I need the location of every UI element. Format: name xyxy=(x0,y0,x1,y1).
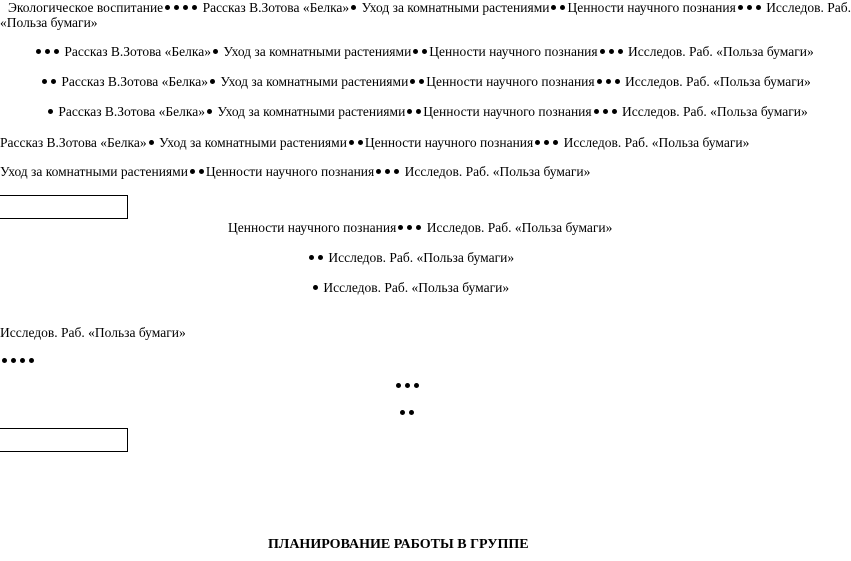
bullet-icon xyxy=(309,255,314,260)
bullet-icon xyxy=(376,169,381,174)
bullet-icon xyxy=(407,109,412,114)
values-label: Ценности научного познания xyxy=(228,220,397,235)
bullet-icon xyxy=(597,79,602,84)
bullet-icon xyxy=(615,79,620,84)
story-label: Рассказ В.Зотова «Белка» xyxy=(202,0,350,15)
bullet-icon xyxy=(192,5,197,10)
research-label: Исследов. Раб. xyxy=(625,74,710,89)
text-line-1 xyxy=(8,0,851,16)
text-line-10 xyxy=(0,325,186,341)
story-label: Рассказ В.Зотова «Белка» xyxy=(0,135,147,150)
research-label: Исследов. Раб. xyxy=(622,104,707,119)
bullet-icon xyxy=(45,49,50,54)
care-label: Уход за комнатными растениями xyxy=(223,44,412,59)
values-label: Ценности научного познания xyxy=(426,74,595,89)
bullet-icon xyxy=(11,358,16,363)
bullet-icon xyxy=(405,383,410,388)
values-label: Ценности научного познания xyxy=(364,135,534,150)
care-label: Уход за комнатными растениями xyxy=(217,104,406,119)
story-label: Рассказ В.Зотова «Белка» xyxy=(64,44,211,59)
empty-box xyxy=(0,428,128,452)
research-label: Исследов. Раб. xyxy=(328,250,414,265)
bullet-icon xyxy=(36,49,41,54)
bullet-icon xyxy=(149,140,154,145)
text-line-1-wrap xyxy=(0,15,98,31)
bullet-icon xyxy=(414,383,419,388)
bullet-icon xyxy=(2,358,7,363)
paper-label: «Польза бумаги» xyxy=(651,135,750,150)
paper-label: «Польза бумаги» xyxy=(411,280,510,295)
bullet-icon xyxy=(207,109,212,114)
bullet-row-2 xyxy=(394,378,421,394)
bullet-icon xyxy=(54,49,59,54)
bullet-icon xyxy=(603,109,608,114)
paper-label: «Польза бумаги» xyxy=(716,44,814,59)
bullet-icon xyxy=(213,49,218,54)
text-line-4 xyxy=(46,104,808,120)
bullet-icon xyxy=(183,5,188,10)
bullet-icon xyxy=(358,140,363,145)
bullet-row-3 xyxy=(398,405,416,421)
bullet-icon xyxy=(42,79,47,84)
bullet-icon xyxy=(410,79,415,84)
research-label: Исследов. Раб. xyxy=(766,0,851,15)
bullet-icon xyxy=(413,49,418,54)
paper-label: «Польза бумаги» xyxy=(710,104,808,119)
bullet-icon xyxy=(400,410,405,415)
research-label: Исследов. Раб. xyxy=(0,325,85,340)
text-line-6 xyxy=(0,164,590,180)
bullet-icon xyxy=(394,169,399,174)
bullet-icon xyxy=(199,169,204,174)
bullet-icon xyxy=(544,140,549,145)
text-line-5 xyxy=(0,135,749,151)
bullet-icon xyxy=(606,79,611,84)
research-label: Исследов. Раб. xyxy=(323,280,409,295)
text-line-8 xyxy=(307,250,514,266)
bullet-icon xyxy=(560,5,565,10)
paper-label: «Польза бумаги» xyxy=(713,74,811,89)
care-label: Уход за комнатными растениями xyxy=(0,164,188,179)
care-label: Уход за комнатными растениями xyxy=(159,135,347,150)
bullet-icon xyxy=(553,140,558,145)
research-label: Исследов. Раб. xyxy=(563,135,649,150)
bullet-icon xyxy=(51,79,56,84)
bullet-icon xyxy=(407,225,412,230)
bullet-icon xyxy=(609,49,614,54)
bullet-icon xyxy=(747,5,752,10)
bullet-icon xyxy=(313,285,318,290)
research-label: Исследов. Раб. xyxy=(426,220,512,235)
care-label: Уход за комнатными растениями xyxy=(220,74,409,89)
bullet-icon xyxy=(318,255,323,260)
bullet-icon xyxy=(174,5,179,10)
values-label: Ценности научного познания xyxy=(205,164,375,179)
values-label: Ценности научного познания xyxy=(429,44,598,59)
paper-label: «Польза бумаги» xyxy=(88,325,186,340)
values-label: Ценности научного познания xyxy=(567,0,736,15)
paper-label: «Польза бумаги» xyxy=(492,164,591,179)
text-line-2 xyxy=(34,44,814,60)
bullet-icon xyxy=(385,169,390,174)
bullet-icon xyxy=(351,5,356,10)
bullet-icon xyxy=(48,109,53,114)
values-label: Ценности научного познания xyxy=(423,104,592,119)
bullet-icon xyxy=(396,383,401,388)
bullet-icon xyxy=(398,225,403,230)
bullet-icon xyxy=(165,5,170,10)
bullet-icon xyxy=(29,358,34,363)
bullet-icon xyxy=(20,358,25,363)
bullet-icon xyxy=(419,79,424,84)
text-line-3 xyxy=(40,74,811,90)
bullet-icon xyxy=(535,140,540,145)
paper-label: «Польза бумаги» xyxy=(416,250,515,265)
paper-label: «Польза бумаги» xyxy=(0,15,98,30)
research-label: Исследов. Раб. xyxy=(628,44,713,59)
story-label: Рассказ В.Зотова «Белка» xyxy=(58,104,205,119)
bullet-icon xyxy=(416,109,421,114)
research-label: Исследов. Раб. xyxy=(404,164,490,179)
eco-label: Экологическое воспитание xyxy=(8,0,164,15)
page-heading: ПЛАНИРОВАНИЕ РАБОТЫ В ГРУППЕ xyxy=(268,537,529,552)
bullet-icon xyxy=(600,49,605,54)
bullet-icon xyxy=(210,79,215,84)
bullet-icon xyxy=(416,225,421,230)
bullet-icon xyxy=(756,5,761,10)
care-label: Уход за комнатными растениями xyxy=(361,0,550,15)
bullet-icon xyxy=(349,140,354,145)
bullet-icon xyxy=(738,5,743,10)
text-line-9 xyxy=(311,280,509,296)
bullet-icon xyxy=(594,109,599,114)
bullet-row-1 xyxy=(0,353,36,369)
bullet-icon xyxy=(422,49,427,54)
bullet-icon xyxy=(618,49,623,54)
bullet-icon xyxy=(551,5,556,10)
bullet-icon xyxy=(409,410,414,415)
bullet-icon xyxy=(612,109,617,114)
paper-label: «Польза бумаги» xyxy=(514,220,613,235)
bullet-icon xyxy=(190,169,195,174)
empty-box xyxy=(0,195,128,219)
text-line-7 xyxy=(228,220,612,236)
story-label: Рассказ В.Зотова «Белка» xyxy=(61,74,208,89)
